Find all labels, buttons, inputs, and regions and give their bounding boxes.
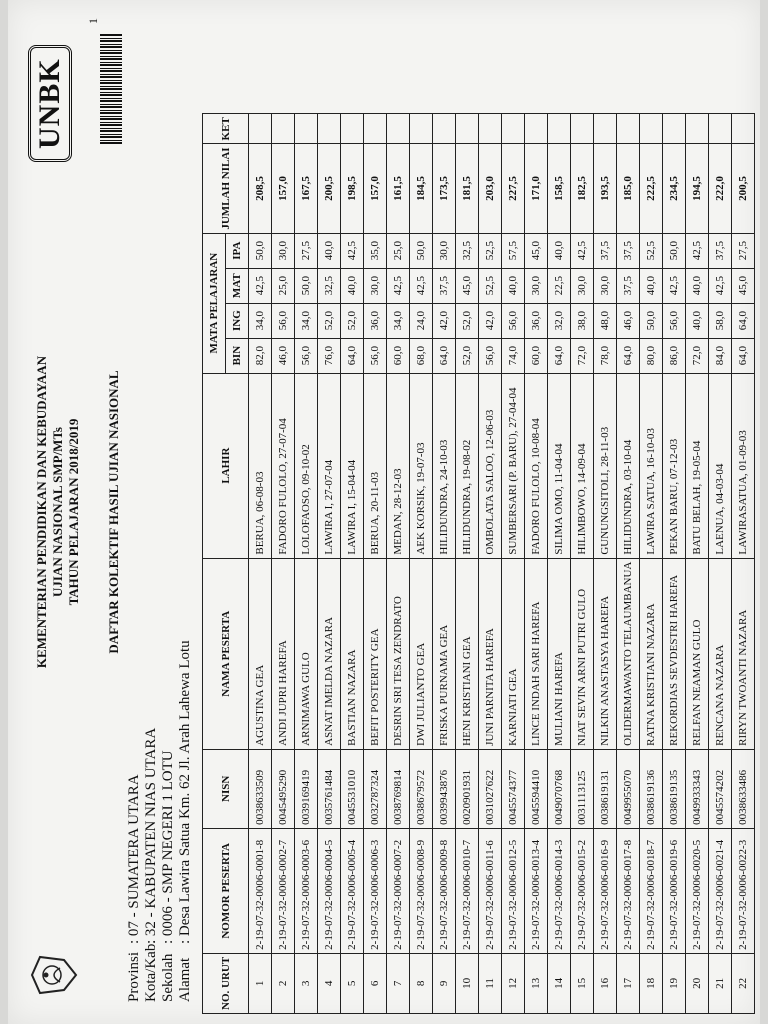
cell-bin: 78,0 [594, 338, 617, 373]
cell-jumlah: 157,0 [364, 144, 387, 233]
cell-bin: 76,0 [318, 338, 341, 373]
cell-no: 19 [663, 953, 686, 1013]
table-row [295, 114, 318, 1014]
cell-ing: 56,0 [663, 303, 686, 338]
cell-no: 12 [502, 953, 525, 1013]
cell-ipa: 37,5 [594, 233, 617, 268]
cell-nama: RENCANA NAZARA [709, 558, 732, 749]
cell-bin: 72,0 [571, 338, 594, 373]
cell-bin: 64,0 [341, 338, 364, 373]
cell-no: 8 [410, 953, 433, 1013]
cell-nama: BASTIAN NAZARA [341, 558, 364, 749]
cell-nomor: 2-19-07-32-0006-0001-8 [249, 828, 272, 953]
cell-lahir: BERUA, 20-11-03 [364, 373, 387, 558]
cell-nama: OLIDERMAWANTO TELAUMBANUA [617, 558, 640, 749]
cell-bin: 72,0 [686, 338, 709, 373]
cell-lahir: LAENUA, 04-03-04 [709, 373, 732, 558]
cell-nama: LINCE INDAH SARI HAREFA [525, 558, 548, 749]
cell-lahir: LAWIRA I, 15-04-04 [341, 373, 364, 558]
cell-lahir: BATU BELAH, 19-05-04 [686, 373, 709, 558]
cell-mat: 42,5 [663, 268, 686, 303]
cell-no: 9 [433, 953, 456, 1013]
cell-mat: 42,5 [249, 268, 272, 303]
cell-ket [341, 114, 364, 144]
cell-mat: 40,0 [502, 268, 525, 303]
cell-nama: RELFAN NEAMAN GULO [686, 558, 709, 749]
sekolah-value: : 0006 - SMP NEGERI 1 LOTU [160, 750, 176, 944]
cell-nisn: 0038619131 [594, 749, 617, 828]
cell-mat: 32,5 [318, 268, 341, 303]
cell-jumlah: 158,5 [548, 144, 571, 233]
cell-nomor: 2-19-07-32-0006-0013-4 [525, 828, 548, 953]
cell-nomor: 2-19-07-32-0006-0012-5 [502, 828, 525, 953]
col-nama: NAMA PESERTA [203, 558, 249, 749]
cell-ing: 58,0 [709, 303, 732, 338]
cell-ing: 46,0 [617, 303, 640, 338]
cell-bin: 52,0 [456, 338, 479, 373]
cell-nomor: 2-19-07-32-0006-0008-9 [410, 828, 433, 953]
cell-mat: 30,0 [364, 268, 387, 303]
col-jumlah: JUMLAH NILAI [203, 144, 249, 233]
cell-nisn: 0031027622 [479, 749, 502, 828]
cell-lahir: FADORO FULOLO, 10-08-04 [525, 373, 548, 558]
cell-nisn: 0038769814 [387, 749, 410, 828]
cell-nama: RIRYN TWOANTI NAZARA [732, 558, 755, 749]
page-number: 1 [86, 18, 100, 24]
cell-lahir: LAWIRA SATUA, 16-10-03 [640, 373, 663, 558]
cell-ing: 38,0 [571, 303, 594, 338]
cell-jumlah: 171,0 [525, 144, 548, 233]
cell-jumlah: 227,5 [502, 144, 525, 233]
table-row [341, 114, 364, 1014]
table-row [456, 114, 479, 1014]
cell-ing: 56,0 [502, 303, 525, 338]
cell-mat: 42,5 [387, 268, 410, 303]
cell-ket [663, 114, 686, 144]
cell-bin: 68,0 [410, 338, 433, 373]
table-row [410, 114, 433, 1014]
cell-jumlah: 173,5 [433, 144, 456, 233]
cell-lahir: BERUA, 06-08-03 [249, 373, 272, 558]
cell-nomor: 2-19-07-32-0006-0019-6 [663, 828, 686, 953]
cell-jumlah: 234,5 [663, 144, 686, 233]
cell-no: 10 [456, 953, 479, 1013]
cell-ing: 52,0 [318, 303, 341, 338]
cell-nisn: 0038633509 [249, 749, 272, 828]
cell-mat: 40,0 [341, 268, 364, 303]
cell-bin: 46,0 [272, 338, 295, 373]
cell-nomor: 2-19-07-32-0006-0017-8 [617, 828, 640, 953]
cell-bin: 56,0 [479, 338, 502, 373]
cell-mat: 22,5 [548, 268, 571, 303]
cell-jumlah: 181,5 [456, 144, 479, 233]
cell-bin: 64,0 [617, 338, 640, 373]
cell-nama: RATNA KRISTIANI NAZARA [640, 558, 663, 749]
table-row [548, 114, 571, 1014]
cell-no: 6 [364, 953, 387, 1013]
cell-jumlah: 184,5 [410, 144, 433, 233]
cell-nisn: 0020901931 [456, 749, 479, 828]
table-row [571, 114, 594, 1014]
cell-ipa: 57,5 [502, 233, 525, 268]
cell-jumlah: 198,5 [341, 144, 364, 233]
cell-jumlah: 222,0 [709, 144, 732, 233]
table-row [479, 114, 502, 1014]
cell-bin: 64,0 [548, 338, 571, 373]
cell-nisn: 0038619136 [640, 749, 663, 828]
cell-bin: 80,0 [640, 338, 663, 373]
table-row [617, 114, 640, 1014]
cell-ing: 24,0 [410, 303, 433, 338]
table-row [249, 114, 272, 1014]
col-lahir: LAHIR [203, 373, 249, 558]
cell-lahir: MEDAN, 28-12-03 [387, 373, 410, 558]
cell-lahir: HILIDUNDRA, 19-08-02 [456, 373, 479, 558]
cell-mat: 30,0 [571, 268, 594, 303]
provinsi-label: Provinsi [126, 951, 142, 1002]
cell-mat: 30,0 [525, 268, 548, 303]
cell-nisn: 0045531010 [341, 749, 364, 828]
cell-nisn: 0038679572 [410, 749, 433, 828]
cell-ing: 36,0 [525, 303, 548, 338]
cell-nomor: 2-19-07-32-0006-0006-3 [364, 828, 387, 953]
cell-ipa: 27,5 [732, 233, 755, 268]
cell-mat: 45,0 [732, 268, 755, 303]
cell-nomor: 2-19-07-32-0006-0020-5 [686, 828, 709, 953]
cell-lahir: GUNUNGSITOLI, 28-11-03 [594, 373, 617, 558]
results-body [249, 114, 755, 1014]
table-row [594, 114, 617, 1014]
cell-nisn: 0039169419 [295, 749, 318, 828]
cell-bin: 84,0 [709, 338, 732, 373]
col-bin: BIN [226, 338, 249, 373]
cell-ing: 34,0 [249, 303, 272, 338]
col-ipa: IPA [226, 233, 249, 268]
table-row [709, 114, 732, 1014]
cell-lahir: SILIMA OMO, 11-04-04 [548, 373, 571, 558]
cell-no: 14 [548, 953, 571, 1013]
cell-no: 15 [571, 953, 594, 1013]
cell-lahir: LAWIRASATUA, 01-09-03 [732, 373, 755, 558]
cell-ket [525, 114, 548, 144]
cell-nisn: 0049070768 [548, 749, 571, 828]
cell-bin: 60,0 [387, 338, 410, 373]
cell-ipa: 50,0 [663, 233, 686, 268]
cell-lahir: HILIMBOWO, 14-09-04 [571, 373, 594, 558]
header-exam: UJIAN NASIONAL SMP/MTs [50, 427, 65, 597]
cell-nomor: 2-19-07-32-0006-0009-8 [433, 828, 456, 953]
cell-no: 16 [594, 953, 617, 1013]
cell-ket [502, 114, 525, 144]
cell-lahir: HILIDUNDRA, 03-10-04 [617, 373, 640, 558]
cell-ipa: 52,5 [640, 233, 663, 268]
cell-lahir: HILIDUNDRA, 24-10-03 [433, 373, 456, 558]
cell-jumlah: 194,5 [686, 144, 709, 233]
cell-ipa: 40,0 [548, 233, 571, 268]
cell-bin: 56,0 [364, 338, 387, 373]
cell-jumlah: 203,0 [479, 144, 502, 233]
cell-bin: 64,0 [433, 338, 456, 373]
cell-bin: 82,0 [249, 338, 272, 373]
table-row [686, 114, 709, 1014]
cell-nisn: 0045574202 [709, 749, 732, 828]
cell-bin: 86,0 [663, 338, 686, 373]
cell-ket [387, 114, 410, 144]
cell-ket [548, 114, 571, 144]
cell-nisn: 0038619135 [663, 749, 686, 828]
unbk-badge: UNBK [28, 45, 72, 162]
cell-nomor: 2-19-07-32-0006-0007-2 [387, 828, 410, 953]
cell-nama: KARNIATI GEA [502, 558, 525, 749]
school-info [126, 640, 194, 1002]
cell-nama: DWI JULIANTO GEA [410, 558, 433, 749]
cell-lahir: AEK KORSIK, 19-07-03 [410, 373, 433, 558]
cell-ing: 42,0 [433, 303, 456, 338]
cell-ipa: 27,5 [295, 233, 318, 268]
cell-nisn: 0035761484 [318, 749, 341, 828]
cell-ket [272, 114, 295, 144]
cell-nama: ARNIMAWA GULO [295, 558, 318, 749]
cell-ket [364, 114, 387, 144]
cell-ket [295, 114, 318, 144]
cell-no: 7 [387, 953, 410, 1013]
cell-jumlah: 208,5 [249, 144, 272, 233]
cell-bin: 60,0 [525, 338, 548, 373]
cell-nama: NILKIN ANASTASYA HAREFA [594, 558, 617, 749]
table-row [387, 114, 410, 1014]
cell-ipa: 50,0 [410, 233, 433, 268]
cell-ipa: 42,5 [686, 233, 709, 268]
cell-nisn: 0049933343 [686, 749, 709, 828]
cell-mat: 40,0 [640, 268, 663, 303]
cell-ket [410, 114, 433, 144]
cell-nomor: 2-19-07-32-0006-0004-5 [318, 828, 341, 953]
cell-lahir: SUMBERSARI (P. BARU), 27-04-04 [502, 373, 525, 558]
cell-ing: 42,0 [479, 303, 502, 338]
cell-no: 2 [272, 953, 295, 1013]
cell-nomor: 2-19-07-32-0006-0010-7 [456, 828, 479, 953]
header-ministry: KEMENTERIAN PENDIDIKAN DAN KEBUDAYAAN [34, 355, 49, 669]
cell-nomor: 2-19-07-32-0006-0015-2 [571, 828, 594, 953]
cell-jumlah: 222,5 [640, 144, 663, 233]
cell-nomor: 2-19-07-32-0006-0021-4 [709, 828, 732, 953]
cell-ket [640, 114, 663, 144]
cell-nama: FRISKA PURNAMA GEA [433, 558, 456, 749]
cell-no: 21 [709, 953, 732, 1013]
cell-no: 20 [686, 953, 709, 1013]
cell-mat: 42,5 [410, 268, 433, 303]
cell-no: 4 [318, 953, 341, 1013]
cell-ing: 52,0 [456, 303, 479, 338]
cell-mat: 50,0 [295, 268, 318, 303]
cell-ket [732, 114, 755, 144]
cell-no: 3 [295, 953, 318, 1013]
cell-ing: 64,0 [732, 303, 755, 338]
cell-mat: 37,5 [617, 268, 640, 303]
cell-no: 18 [640, 953, 663, 1013]
cell-ipa: 35,0 [364, 233, 387, 268]
cell-mat: 52,5 [479, 268, 502, 303]
cell-ipa: 45,0 [525, 233, 548, 268]
cell-ing: 34,0 [295, 303, 318, 338]
cell-ipa: 42,5 [341, 233, 364, 268]
cell-jumlah: 193,5 [594, 144, 617, 233]
cell-nisn: 0045495290 [272, 749, 295, 828]
cell-nama: DESRIN SRI TESA ZENDRATO [387, 558, 410, 749]
cell-lahir: LOLOFAOSO, 09-10-02 [295, 373, 318, 558]
kota-value: : 32 - KABUPATEN NIAS UTARA [143, 727, 159, 944]
table-row [433, 114, 456, 1014]
provinsi-value: : 07 - SUMATERA UTARA [126, 774, 142, 944]
cell-ket [617, 114, 640, 144]
cell-ipa: 42,5 [571, 233, 594, 268]
table-row [640, 114, 663, 1014]
results-table [202, 113, 755, 1014]
cell-ket [571, 114, 594, 144]
cell-ket [318, 114, 341, 144]
cell-jumlah: 161,5 [387, 144, 410, 233]
cell-nisn: 0032787324 [364, 749, 387, 828]
cell-jumlah: 185,0 [617, 144, 640, 233]
cell-ipa: 52,5 [479, 233, 502, 268]
cell-ket [594, 114, 617, 144]
cell-mat: 40,0 [686, 268, 709, 303]
cell-nama: AGUSTINA GEA [249, 558, 272, 749]
col-no: NO. URUT [203, 953, 249, 1013]
cell-nomor: 2-19-07-32-0006-0003-6 [295, 828, 318, 953]
table-row [502, 114, 525, 1014]
cell-nomor: 2-19-07-32-0006-0002-7 [272, 828, 295, 953]
cell-lahir: OMBOLATA SALOO, 12-06-03 [479, 373, 502, 558]
cell-mat: 25,0 [272, 268, 295, 303]
col-mapel: MATA PELAJARAN [203, 233, 226, 373]
cell-mat: 42,5 [709, 268, 732, 303]
cell-ing: 36,0 [364, 303, 387, 338]
cell-mat: 37,5 [433, 268, 456, 303]
cell-bin: 74,0 [502, 338, 525, 373]
cell-ing: 32,0 [548, 303, 571, 338]
kota-label: Kota/Kab. [143, 939, 159, 1002]
cell-nisn: 0049955070 [617, 749, 640, 828]
cell-no: 13 [525, 953, 548, 1013]
cell-ipa: 37,5 [617, 233, 640, 268]
cell-nama: ANDI JUPRI HAREFA [272, 558, 295, 749]
table-row [732, 114, 755, 1014]
cell-ing: 56,0 [272, 303, 295, 338]
cell-ing: 48,0 [594, 303, 617, 338]
cell-ipa: 37,5 [709, 233, 732, 268]
cell-ket [456, 114, 479, 144]
cell-mat: 30,0 [594, 268, 617, 303]
cell-no: 22 [732, 953, 755, 1013]
cell-nama: NIAT SEVIN ARNI PUTRI GULO [571, 558, 594, 749]
cell-nomor: 2-19-07-32-0006-0022-3 [732, 828, 755, 953]
cell-no: 1 [249, 953, 272, 1013]
cell-ing: 34,0 [387, 303, 410, 338]
cell-nama: REKORDIAS SEVDESTRI HAREFA [663, 558, 686, 749]
cell-jumlah: 157,0 [272, 144, 295, 233]
table-row [272, 114, 295, 1014]
table-row [525, 114, 548, 1014]
table-row [663, 114, 686, 1014]
cell-ipa: 50,0 [249, 233, 272, 268]
cell-nama: ASNAT IMELDA NAZARA [318, 558, 341, 749]
cell-jumlah: 200,5 [732, 144, 755, 233]
cell-nama: MULIANI HAREFA [548, 558, 571, 749]
cell-ket [709, 114, 732, 144]
sekolah-label: Sekolah [160, 953, 176, 1002]
header-year: TAHUN PELAJARAN 2018/2019 [66, 418, 81, 606]
cell-lahir: LAWIRA I, 27-07-04 [318, 373, 341, 558]
alamat-label: Alamat [177, 957, 193, 1002]
cell-ipa: 25,0 [387, 233, 410, 268]
cell-jumlah: 167,5 [295, 144, 318, 233]
col-ing: ING [226, 303, 249, 338]
cell-ipa: 30,0 [433, 233, 456, 268]
cell-ket [479, 114, 502, 144]
table-row [364, 114, 387, 1014]
cell-mat: 45,0 [456, 268, 479, 303]
cell-nomor: 2-19-07-32-0006-0018-7 [640, 828, 663, 953]
cell-bin: 56,0 [295, 338, 318, 373]
cell-ing: 50,0 [640, 303, 663, 338]
cell-nama: JUNI PARNITA HAREFA [479, 558, 502, 749]
cell-bin: 64,0 [732, 338, 755, 373]
scanned-page [8, 0, 760, 1024]
cell-nama: HENI KRISTIANI GEA [456, 558, 479, 749]
cell-no: 17 [617, 953, 640, 1013]
cell-ket [433, 114, 456, 144]
cell-jumlah: 200,5 [318, 144, 341, 233]
cell-ipa: 32,5 [456, 233, 479, 268]
cell-ing: 52,0 [341, 303, 364, 338]
cell-nisn: 0039943876 [433, 749, 456, 828]
cell-nama: BEFIT POSTERITY GEA [364, 558, 387, 749]
cell-lahir: FADORO FULOLO, 27-07-04 [272, 373, 295, 558]
cell-ing: 40,0 [686, 303, 709, 338]
cell-ipa: 40,0 [318, 233, 341, 268]
col-nisn: NISN [203, 749, 249, 828]
cell-jumlah: 182,5 [571, 144, 594, 233]
cell-nisn: 0045574377 [502, 749, 525, 828]
cell-nisn: 0045594410 [525, 749, 548, 828]
cell-no: 5 [341, 953, 364, 1013]
cell-nomor: 2-19-07-32-0006-0011-6 [479, 828, 502, 953]
cell-nomor: 2-19-07-32-0006-0005-4 [341, 828, 364, 953]
rotated-sheet [8, 0, 760, 1024]
alamat-value: : Desa Lawira Satua Km. 62 Jl. Arah Lahewa Lotu [177, 640, 193, 944]
cell-no: 11 [479, 953, 502, 1013]
col-nomor: NOMOR PESERTA [203, 828, 249, 953]
cell-ket [686, 114, 709, 144]
cell-ipa: 30,0 [272, 233, 295, 268]
cell-nisn: 0038633486 [732, 749, 755, 828]
col-mat: MAT [226, 268, 249, 303]
document-title: DAFTAR KOLEKTIF HASIL UJIAN NASIONAL [106, 370, 121, 654]
cell-lahir: PEKAN BARU, 07-12-03 [663, 373, 686, 558]
cell-nomor: 2-19-07-32-0006-0016-9 [594, 828, 617, 953]
table-row [318, 114, 341, 1014]
cell-ket [249, 114, 272, 144]
cell-nomor: 2-19-07-32-0006-0014-3 [548, 828, 571, 953]
cell-nisn: 0031113125 [571, 749, 594, 828]
col-ket: KET [203, 114, 249, 144]
